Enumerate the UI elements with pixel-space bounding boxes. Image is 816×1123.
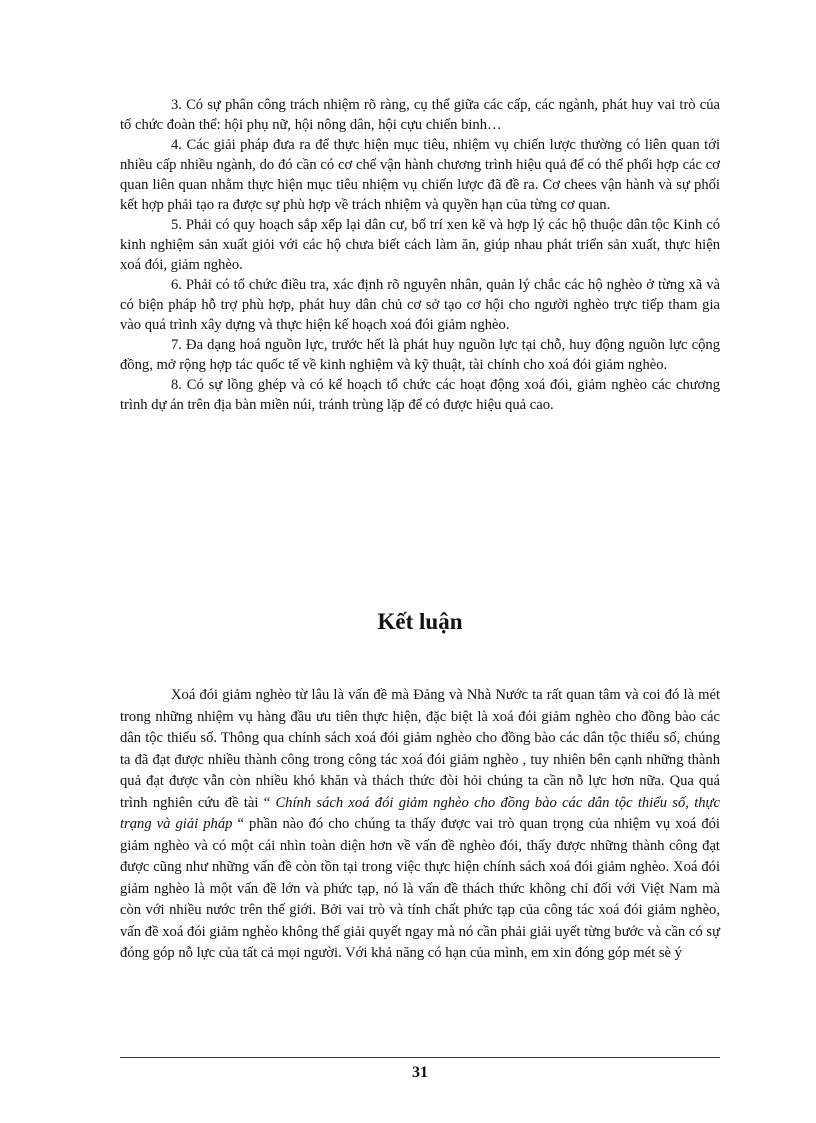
conclusion-paragraph [120,685,720,965]
page-number: 31 [412,1064,428,1081]
conclusion-text-after: “ phần nào đó cho chúng ta thấy được vai trò quan trọng của nhiệm vụ xoá đói giảm nghèo và có một cái nhìn toàn diện hơn về vấn đề nghèo đói, thấy được những thành công đạt được cũng như những vấn đề còn tồn tại trong việc thực hiện chính sách xoá đói giảm nghèo. Xoá đói giảm nghèo là một vấn đề lớn và phức tạp, nó là vấn đề thách thức không chỉ đối với Việt Nam mà còn với nhiều nước trên thế giới. Bởi vai trò và tính chất phức tạp của công tác xoá đói giảm nghèo, vấn đề xoá đói giảm nghèo không thể giải quyết ngay mà nó cần phải giải uyết từng bước và cần có sự đóng góp nỗ lực của tất cả mọi người. Với khả năng có hạn của mình, em xin đóng góp mét sè ý [120,816,720,961]
conclusion-text-before: Xoá đói giảm nghèo từ lâu là vấn đề mà Đảng và Nhà Nước ta rất quan tâm và coi đó là mét trong những nhiệm vụ hàng đầu ưu tiên thực hiện, đặc biệt là xoá đói giảm nghèo cho đồng bào các dân tộc thiểu số. Thông qua chính sách xoá đói giảm nghèo cho đồng bào các dân tộc thiểu số, chúng ta đã đạt được nhiều thành công trong công tác xoá đói giảm nghèo , tuy nhiên bên cạnh những thành quả đạt được vẫn còn nhiều khó khăn và thách thức đòi hỏi chúng ta cần nỗ lực hơn nữa. Qua quá trình nghiên cứu đề tài “ [120,687,720,811]
recommendation-paragraph: 6. Phải có tổ chức điều tra, xác định rõ nguyên nhân, quản lý chắc các hộ nghèo ở từng xã và có biện pháp hỗ trợ phù hợp, phát huy dân chủ cơ sở tạo cơ hội cho người nghèo trực tiếp tham gia vào quá trình xây dựng và thực hiện kế hoạch xoá đói giảm nghèo. [120,277,720,333]
thesis-title: Chính sách xoá đói giảm nghèo cho đồng bào các dân tộc thiểu số, thực trạng và giải pháp [120,794,720,832]
conclusion-section [120,685,720,965]
recommendation-paragraph: 7. Đa dạng hoá nguồn lực, trước hết là phát huy nguồn lực tại chỗ, huy động nguồn lực cộng đồng, mở rộng hợp tác quốc tế về kinh nghiệm và kỹ thuật, tài chính cho xoá đói giảm nghèo. [120,337,720,373]
footer-divider [120,1057,720,1058]
recommendation-paragraph: 3. Có sự phân công trách nhiệm rõ ràng, cụ thể giữa các cấp, các ngành, phát huy vai trò của tổ chức đoàn thể: hội phụ nữ, hội nông dân, hội cựu chiến binh… [120,97,720,133]
recommendations-section [120,95,720,415]
recommendation-paragraph: 4. Các giải pháp đưa ra để thực hiện mục tiêu, nhiệm vụ chiến lược thường có liên quan tới nhiều cấp nhiều ngành, do đó cần có cơ chế vận hành chương trình hiệu quả để có thể phối hợp các cơ quan liên quan nhằm thực hiện mục tiêu nhiệm vụ chiến lược đã đề ra. Cơ chees vận hành và sự phối kết hợp phải tạo ra được sự phù hợp về trách nhiệm và quyền hạn của từng cơ quan. [120,137,720,213]
conclusion-heading: Kết luận [377,609,463,634]
recommendation-paragraph: 5. Phải có quy hoạch sắp xếp lại dân cư, bố trí xen kẽ và hợp lý các hộ thuộc dân tộc Kinh có kinh nghiệm sản xuất giỏi với các hộ chưa biết cách làm ăn, giúp nhau phát triển sản xuất, thực hiện xoá đói, giảm nghèo. [120,217,720,273]
recommendation-paragraph: 8. Có sự lồng ghép và có kế hoạch tổ chức các hoạt động xoá đói, giảm nghèo các chương trình dự án trên địa bàn miền núi, tránh trùng lặp để có được hiệu quả cao. [120,377,720,413]
